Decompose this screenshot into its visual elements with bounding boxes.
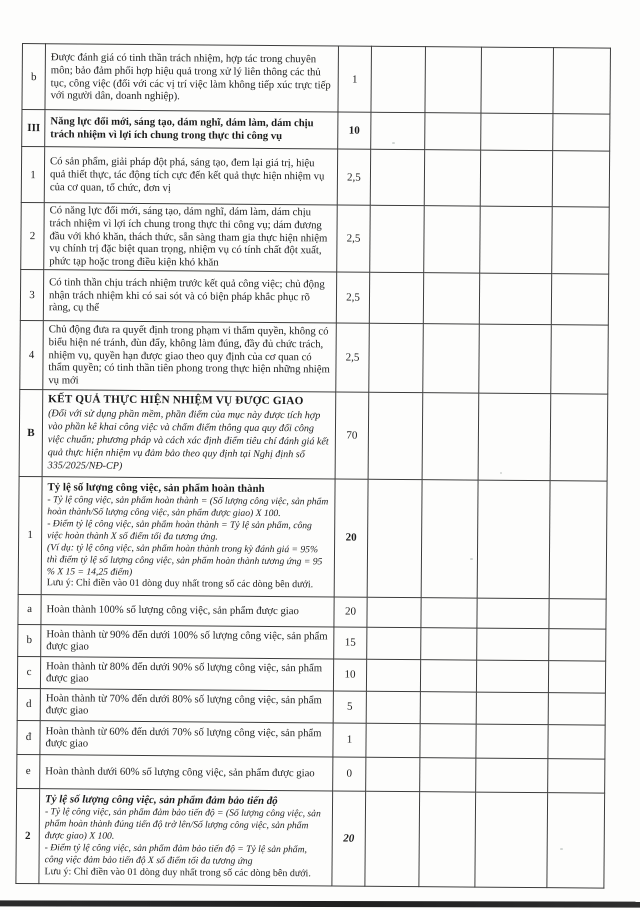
row-id: 2 xyxy=(21,202,45,269)
row-description: Chủ động đưa ra quyết định trong phạm vi thẩm quyền, không có biểu hiện né tránh, đùn đẩy, không làm đúng, đầy đủ chức trách, nhiệm vụ, quyền hạn được giao theo quy định của cơ quan có thẩm quyền; có tinh thần tiên phong trong thực hiện những nhiệm vụ mới xyxy=(43,321,337,392)
scanned-form-sheet xyxy=(15,43,610,889)
score-entry-cell xyxy=(552,207,610,274)
row-id: 2 xyxy=(16,788,40,883)
row-max-score: 2,5 xyxy=(337,205,371,272)
row-description xyxy=(41,477,335,597)
score-entry-cell xyxy=(475,792,548,888)
score-entry-cell xyxy=(425,47,482,113)
score-entry-cell xyxy=(424,150,480,206)
scan-speckle xyxy=(560,848,563,850)
row-max-score: 0 xyxy=(333,757,366,791)
row-description: Hoàn thành dưới 60% số lượng công việc, sản phẩm được giao xyxy=(40,755,333,791)
score-entry-cell xyxy=(371,112,425,149)
row-description: Có năng lực đổi mới, sáng tạo, dám nghĩ, dám làm, dám chịu trách nhiệm vì lợi ích chung trong thực thi công vụ; dám đương đầu với khó khăn, thách thức, sẵn sàng tham gia thực hiện nhiệm vụ chính trị đặc biệt quan trọng, nhiệm vụ có tính chất đột xuất, phức tạp hoặc trong điều kiện khó khăn xyxy=(44,203,338,272)
score-entry-cell xyxy=(481,113,553,151)
score-entry-cell xyxy=(548,661,605,693)
score-entry-cell xyxy=(423,273,479,324)
note-line: Lưu ý: Chỉ điền vào 01 dòng duy nhất trong số các dòng bên dưới. xyxy=(44,866,311,880)
score-entry-cell xyxy=(477,598,549,629)
score-entry-cell xyxy=(421,480,478,598)
section-title: KẾT QUẢ THỰC HIỆN NHIỆM VỤ ĐƯỢC GIAO xyxy=(48,393,304,408)
row-id: 1 xyxy=(21,147,44,203)
score-entry-cell xyxy=(368,392,423,479)
row-description xyxy=(39,789,333,886)
score-entry-cell xyxy=(553,114,610,151)
example-line: (Ví dụ: tỷ lệ công việc, sản phẩm hoàn thành trong kỳ đánh giá = 95% thì điểm tỷ lệ số lượng công việc, sản phẩm hoàn thành tương ứng = 95 % X 15 = 14,25 điểm) xyxy=(46,541,323,578)
row-description: Hoàn thành từ 90% đến dưới 100% số lượng công việc, sản phẩm được giao xyxy=(41,625,334,659)
table-row xyxy=(18,594,606,629)
score-entry-cell xyxy=(479,273,551,325)
row-description: Hoàn thành từ 80% đến dưới 90% số lượng công việc, sản phẩm được giao xyxy=(40,657,333,691)
score-entry-cell xyxy=(480,150,552,207)
score-entry-cell xyxy=(553,48,611,114)
scan-speckle xyxy=(392,142,395,144)
scan-speckle xyxy=(470,558,473,560)
score-entry-cell xyxy=(476,660,548,693)
row-max-score: 2,5 xyxy=(336,272,369,323)
table-row xyxy=(20,320,609,394)
score-entry-cell xyxy=(552,151,609,207)
table-row xyxy=(22,44,611,115)
score-entry-cell xyxy=(476,692,548,725)
row-description: Được đánh giá có tinh thần trách nhiệm, hợp tác trong chuyên môn; bảo đảm phối hợp hiệu quả trong xử lý liên thông các thủ tục, công việc (đối với các vị trí việc làm không tiếp xúc trực tiếp với người dân, doanh nghiệp). xyxy=(45,44,339,112)
score-entry-cell xyxy=(366,757,420,791)
score-entry-cell xyxy=(421,598,477,628)
row-max-score: 5 xyxy=(333,691,366,723)
row-description: Hoàn thành từ 60% đến dưới 70% số lượng công việc, sản phẩm được giao xyxy=(40,721,333,757)
table-row xyxy=(17,754,605,793)
row-id: đ xyxy=(17,720,40,754)
score-entry-cell xyxy=(550,394,608,481)
table-row xyxy=(17,688,605,725)
score-entry-cell xyxy=(424,206,481,273)
score-entry-cell xyxy=(369,323,424,392)
row-id: III xyxy=(22,110,45,147)
table-row xyxy=(18,624,606,661)
row-id: d xyxy=(17,688,40,720)
score-entry-cell xyxy=(548,759,605,793)
score-entry-cell xyxy=(479,324,552,394)
row-id: 3 xyxy=(20,269,43,320)
score-entry-cell xyxy=(548,693,605,725)
table-row-section-b xyxy=(19,389,608,481)
row-id: 4 xyxy=(20,320,44,389)
row-description: Năng lực đổi mới, sáng tạo, dám nghĩ, dám làm, dám chịu trách nhiệm vì lợi ích chung trong thực thi công vụ xyxy=(45,110,338,149)
row-id: c xyxy=(17,656,40,688)
score-entry-cell xyxy=(551,325,609,394)
row-max-score: 1 xyxy=(338,46,372,112)
score-entry-cell xyxy=(478,393,551,481)
score-entry-cell xyxy=(549,599,606,629)
table-row xyxy=(17,656,605,693)
score-entry-cell xyxy=(367,597,421,627)
row-description: Có tinh thần chịu trách nhiệm trước kết quả công việc; chủ động nhận trách nhiệm khi có sai sót và có biện pháp khắc phục rõ ràng, cụ thể xyxy=(43,270,336,323)
score-entry-cell xyxy=(476,758,548,793)
score-entry-cell xyxy=(419,792,476,887)
row-id: b xyxy=(22,44,46,110)
row-id: a xyxy=(18,594,41,624)
score-entry-cell xyxy=(481,47,554,114)
criterion-title: Tỷ lệ số lượng công việc, sản phẩm hoàn thành xyxy=(47,481,265,495)
table-row xyxy=(21,147,609,208)
table-row xyxy=(20,269,608,325)
section-note: (Đối với sử dụng phần mềm, phần điểm của mục này được tích hợp vào phần kê khai công việc và chấm điểm thông qua quy đổi công việc chuẩn; phương pháp và cách xác định điểm tiêu chí đánh giá kết quả thực hiện nhiệm vụ đảm bảo theo quy định tại Nghị định số 335/2025/NĐ-CP) xyxy=(47,408,329,473)
score-entry-cell xyxy=(420,660,476,692)
row-description: Hoàn thành từ 70% đến dưới 80% số lượng công việc, sản phẩm được giao xyxy=(40,689,333,723)
table-row xyxy=(18,476,607,599)
score-entry-cell xyxy=(371,46,426,112)
row-description: Hoàn thành 100% số lượng công việc, sản phẩm được giao xyxy=(41,595,334,627)
row-max-score: 10 xyxy=(333,659,366,691)
formula-line: - Điểm tỷ lệ công việc, sản phẩm đảm bảo tiến độ = Tỷ lệ sản phẩm, công việc đảm bảo tiến độ X số điểm tối đa tương ứng xyxy=(44,842,307,867)
formula-line: - Điểm tỷ lệ công việc, sản phẩm hoàn thành = Tỷ lệ sản phẩm, công việc hoàn thành X số điểm tối đa tương ứng. xyxy=(47,518,312,543)
criterion-title: Tỷ lệ số lượng công việc, sản phẩm đảm bảo tiến độ xyxy=(45,793,278,808)
row-max-score: 20 xyxy=(334,597,367,627)
score-entry-cell xyxy=(549,629,606,661)
score-entry-cell xyxy=(420,758,476,792)
score-entry-cell xyxy=(548,725,605,759)
score-entry-cell xyxy=(421,628,477,660)
row-description xyxy=(42,390,336,479)
row-max-score: 2,5 xyxy=(336,323,370,392)
score-entry-cell xyxy=(420,724,476,758)
row-description: Có sản phẩm, giải pháp đột phá, sáng tạo, đem lại giá trị, hiệu quả thiết thực, tác động tích cực đến kết quả thực hiện nhiệm vụ của cơ quan, tổ chức, đơn vị xyxy=(44,147,337,205)
row-max-score: 2,5 xyxy=(337,149,370,205)
row-max-score: 20 xyxy=(334,479,368,597)
formula-line: - Tỷ lệ công việc, sản phẩm hoàn thành = (Số lượng công việc, sản phẩm hoàn thành/Số lượng công việc, sản phẩm được giao) X 100. xyxy=(47,494,329,520)
table-row xyxy=(16,788,605,888)
score-entry-cell xyxy=(476,724,548,759)
score-entry-cell xyxy=(370,149,424,205)
score-entry-cell xyxy=(477,480,550,599)
row-max-score: 70 xyxy=(335,392,369,479)
score-entry-cell xyxy=(366,691,420,723)
score-entry-cell xyxy=(425,113,481,150)
evaluation-criteria-table xyxy=(15,43,611,889)
score-entry-cell xyxy=(547,793,605,888)
score-entry-cell xyxy=(367,627,421,659)
score-entry-cell xyxy=(423,324,480,393)
score-entry-cell xyxy=(420,692,476,724)
score-entry-cell xyxy=(365,791,420,886)
row-id: e xyxy=(17,754,40,788)
score-entry-cell xyxy=(480,206,553,274)
formula-line: - Tỷ lệ công việc, sản phẩm đảm bảo tiến độ = (Số lượng công việc, sản phẩm hoàn thành đúng tiến độ trở lên/Số lượng công việc, sản phẩm được giao) X 100. xyxy=(44,806,321,843)
table-row xyxy=(22,110,610,152)
row-max-score: 15 xyxy=(334,627,367,659)
score-entry-cell xyxy=(369,272,423,323)
score-entry-cell xyxy=(551,274,608,325)
row-max-score: 10 xyxy=(338,112,371,149)
row-max-score: 20 xyxy=(332,791,366,886)
score-entry-cell xyxy=(549,481,607,599)
page-edge-line xyxy=(0,900,640,907)
score-entry-cell xyxy=(366,723,420,757)
score-entry-cell xyxy=(477,628,549,661)
row-id: 1 xyxy=(18,476,42,594)
score-entry-cell xyxy=(367,479,422,597)
score-entry-cell xyxy=(370,205,425,272)
score-entry-cell xyxy=(422,393,479,480)
row-id: b xyxy=(18,624,41,656)
score-entry-cell xyxy=(366,659,420,691)
row-max-score: 1 xyxy=(333,723,366,757)
note-line: Lưu ý: Chỉ điền vào 01 dòng duy nhất trong số các dòng bên dưới. xyxy=(46,577,314,591)
scan-speckle xyxy=(500,472,502,474)
row-id: B xyxy=(19,389,43,476)
table-row xyxy=(21,202,610,274)
table-row xyxy=(17,720,605,759)
